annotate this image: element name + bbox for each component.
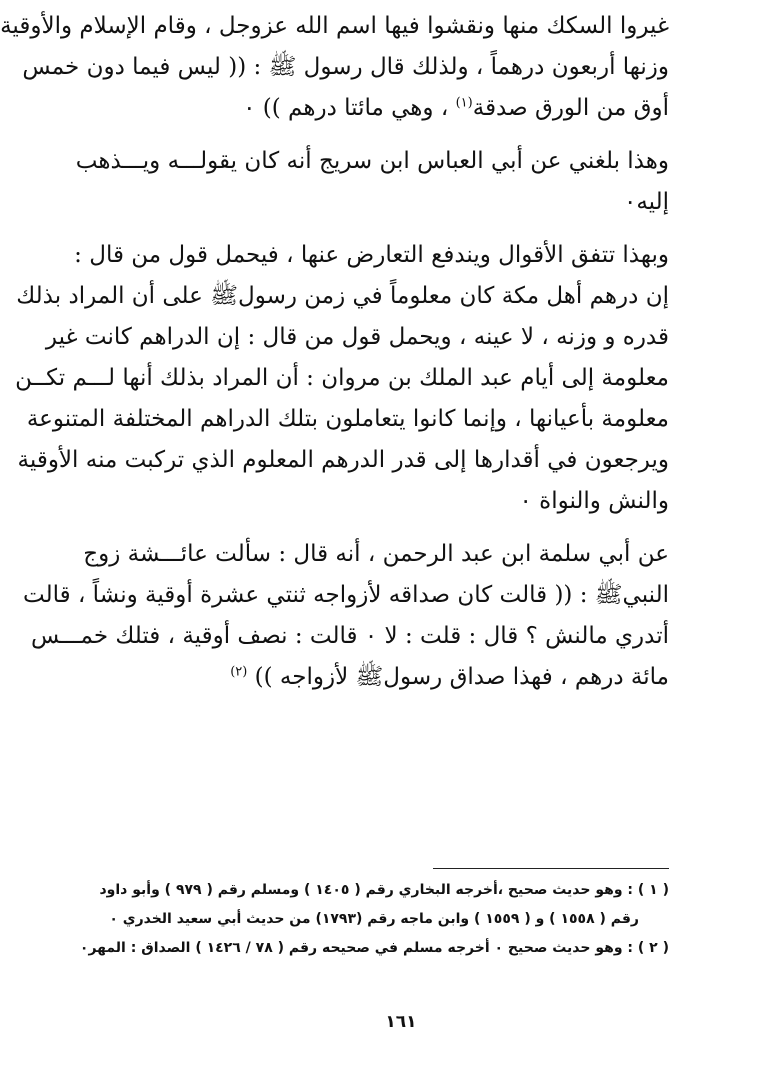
text-line: إليه٠	[623, 189, 669, 215]
text-line: غيروا السكك منها ونقشوا فيها اسم الله عزوجل ، وقام الإسلام والأوقية	[0, 13, 669, 39]
text-line	[133, 88, 669, 129]
footnotes	[79, 876, 669, 963]
text-line: عن أبي سلمة ابن عبد الرحمن ، أنه قال : سألت عائـــشة زوج	[83, 541, 669, 567]
paragraph-3	[15, 235, 669, 522]
text-segment: مائة درهم ، فهذا صداق رسولﷺ لأزواجه ))	[247, 664, 669, 690]
text-segment: ، وهي مائتا درهم )) ٠	[243, 95, 456, 121]
text-line	[133, 657, 669, 698]
text-line: أتدري مالنش ؟ قال : قلت : لا ٠ قالت : نصف أوقية ، فتلك خمـــس	[30, 623, 669, 649]
text-line: وهذا بلغني عن أبي العباس ابن سريج أنه كان يقولـــه ويـــذهب	[75, 148, 669, 174]
footnote-2: ( ٢ ) : وهو حديث صحيح ٠ أخرجه مسلم في صحيحه رقم ( ٧٨ / ١٤٢٦ ) الصداق : المهر٠	[79, 940, 669, 956]
text-line: معلومة إلى أيام عبد الملك بن مروان : أن المراد بذلك أنها لـــم تكــن	[15, 365, 669, 391]
footnote-reference-1[interactable]: (١)	[455, 95, 473, 111]
text-line: معلومة بأعيانها ، وإنما كانوا يتعاملون بتلك الدراهم المختلفة المتنوعة	[26, 406, 669, 432]
text-line: وبهذا تتفق الأقوال ويندفع التعارض عنها ، فيحمل قول من قال :	[74, 242, 669, 268]
footnote-1: ( ١ ) : وهو حديث صحيح ،أخرجه البخاري رقم ( ١٤٠٥ ) ومسلم رقم ( ٩٧٩ ) وأبو داود	[99, 882, 669, 898]
footnote-separator	[433, 868, 669, 869]
text-line: إن درهم أهل مكة كان معلوماً في زمن رسولﷺ على أن المراد بذلك	[16, 283, 669, 309]
paragraph-4	[23, 534, 669, 698]
text-line: قدره و وزنه ، لا عينه ، ويحمل قول من قال : إن الدراهم كانت غير	[45, 324, 669, 350]
text-segment: أوق من الورق صدقة	[472, 95, 669, 121]
footnote-reference-2[interactable]: (٢)	[230, 664, 248, 680]
paragraph-2	[75, 141, 669, 223]
paragraph-1	[0, 6, 669, 129]
footnote-1-continuation: رقم ( ١٥٥٨ ) و ( ١٥٥٩ ) وابن ماجه رقم (١٧٩٣) من حديث أبي سعيد الخدري ٠	[109, 911, 639, 927]
text-line: ويرجعون في أقدارها إلى قدر الدرهم المعلوم الذي تركبت منه الأوقية	[17, 447, 669, 473]
text-line: النبيﷺ : (( قالت كان صداقه لأزواجه ثنتي عشرة أوقية ونشاً ، قالت	[23, 582, 669, 608]
page-number: ١٦١	[385, 1012, 417, 1032]
text-line: والنش والنواة ٠	[519, 488, 669, 514]
text-line: وزنها أربعون درهماً ، ولذلك قال رسول ﷺ : (( ليس فيما دون خمس	[22, 54, 669, 80]
main-text	[0, 6, 669, 710]
